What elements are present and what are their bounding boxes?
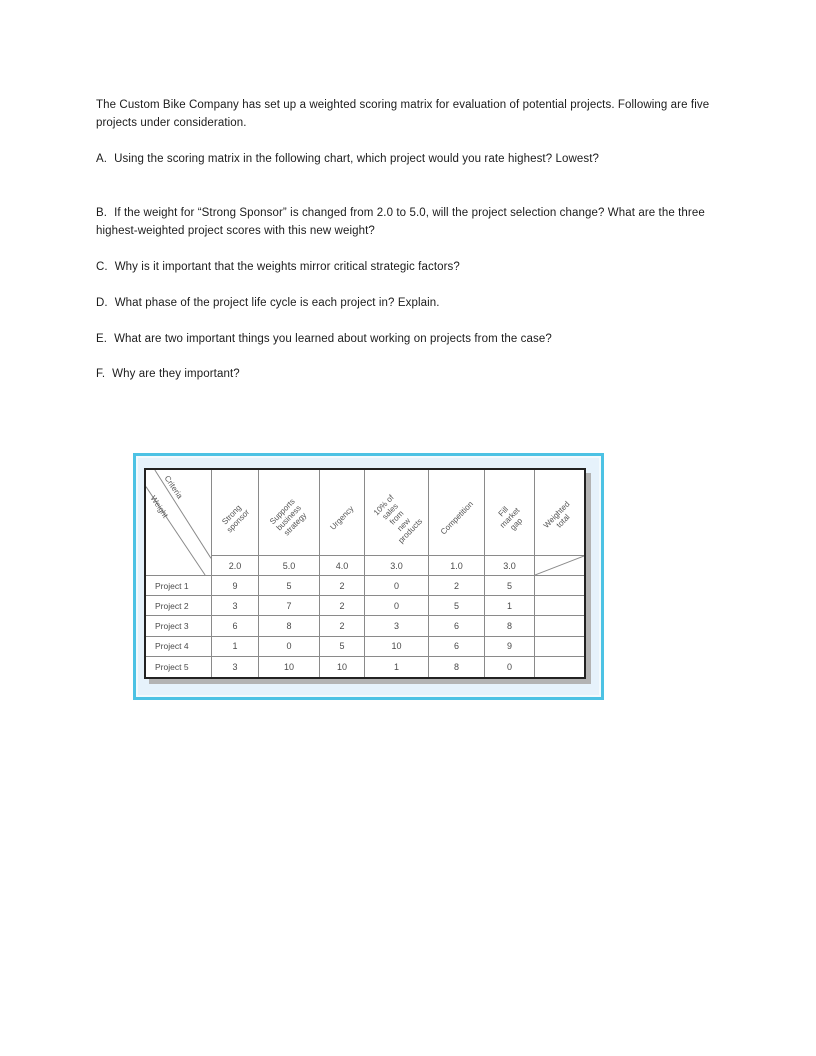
question-f-text: Why are they important? — [112, 368, 240, 380]
column-header-10pct-sales-new-products — [365, 470, 429, 556]
weight-cell — [212, 556, 259, 576]
column-header-label: 10% of sales from new products — [371, 493, 424, 546]
weight-value: 5.0 — [282, 560, 296, 571]
question-c — [96, 258, 728, 276]
score-cell: 10 — [259, 657, 320, 677]
score-cell: 5 — [485, 576, 535, 596]
column-header-supports-business-strategy — [259, 470, 320, 556]
score-cell: 9 — [212, 576, 259, 596]
score-cell: 0 — [365, 596, 429, 616]
corner-weight-label: Weight — [148, 494, 170, 520]
score-cell: 5 — [429, 596, 485, 616]
weight-cell — [259, 556, 320, 576]
row-label: Project 2 — [146, 596, 212, 616]
column-header-fill-market-gap — [485, 470, 535, 556]
weight-cell — [365, 556, 429, 576]
column-header-competition — [429, 470, 485, 556]
question-a-text: Using the scoring matrix in the following chart, which project would you rate highest? Lowest? — [114, 153, 600, 165]
intro-paragraph: The Custom Bike Company has set up a weighted scoring matrix for evaluation of potential projects. Following are five projects under consideration. — [96, 99, 710, 129]
score-cell: 8 — [485, 616, 535, 636]
question-d-label: D. — [96, 297, 108, 309]
weight-value: 3.0 — [390, 560, 403, 571]
scoring-matrix-table — [144, 468, 586, 679]
weighted-total-cell — [535, 616, 584, 636]
question-f — [96, 365, 728, 383]
question-f-label: F. — [96, 368, 106, 380]
question-b — [96, 204, 728, 240]
corner-cell — [146, 470, 212, 576]
question-c-label: C. — [96, 261, 108, 273]
score-cell: 1 — [212, 637, 259, 657]
score-cell: 6 — [429, 637, 485, 657]
score-cell: 2 — [429, 576, 485, 596]
row-label: Project 3 — [146, 616, 212, 636]
score-cell: 3 — [212, 596, 259, 616]
score-cell: 5 — [320, 637, 365, 657]
score-cell: 8 — [259, 616, 320, 636]
column-header-urgency — [320, 470, 365, 556]
score-cell: 0 — [259, 637, 320, 657]
weighted-total-cell — [535, 596, 584, 616]
question-c-text: Why is it important that the weights mirror critical strategic factors? — [114, 261, 460, 273]
weight-value: 3.0 — [503, 560, 516, 571]
question-d — [96, 294, 728, 312]
score-cell: 0 — [485, 657, 535, 677]
corner-criteria-label: Criteria — [162, 474, 185, 501]
weight-value: 1.0 — [450, 560, 463, 571]
question-d-text: What phase of the project life cycle is each project in? Explain. — [114, 297, 440, 309]
score-cell: 2 — [320, 576, 365, 596]
column-header-label: Supports business strategy — [267, 497, 309, 539]
question-b-label: B. — [96, 207, 108, 219]
column-header-strong-sponsor — [212, 470, 259, 556]
score-cell: 1 — [485, 596, 535, 616]
score-cell: 9 — [485, 637, 535, 657]
question-e-label: E. — [96, 333, 108, 345]
weight-cell — [429, 556, 485, 576]
score-cell: 2 — [320, 596, 365, 616]
question-e — [96, 330, 728, 348]
row-label: Project 1 — [146, 576, 212, 596]
weight-value: 4.0 — [335, 560, 349, 571]
column-header-label: Urgency — [328, 504, 356, 533]
weight-cell — [485, 556, 535, 576]
row-label: Project 5 — [146, 657, 212, 677]
column-header-weighted-total — [535, 470, 584, 556]
score-cell: 0 — [365, 576, 429, 596]
score-cell: 10 — [365, 637, 429, 657]
weight-value: 2.0 — [228, 560, 242, 571]
question-e-text: What are two important things you learned about working on projects from the case? — [114, 333, 552, 345]
weighted-total-cell — [535, 657, 584, 677]
score-cell: 6 — [429, 616, 485, 636]
weighted-total-slash-cell — [535, 556, 584, 576]
score-cell: 5 — [259, 576, 320, 596]
weighted-total-cell — [535, 637, 584, 657]
weight-cell — [320, 556, 365, 576]
score-cell: 6 — [212, 616, 259, 636]
column-header-label: Competition — [438, 499, 475, 537]
score-cell: 3 — [365, 616, 429, 636]
score-cell: 1 — [365, 657, 429, 677]
weighted-total-cell — [535, 576, 584, 596]
column-header-label: Fill market gap — [496, 505, 524, 533]
column-header-label: Weighted total — [541, 499, 572, 531]
question-b-text: If the weight for “Strong Sponsor” is changed from 2.0 to 5.0, will the project selection change? What are the three highest-weighted project scores with this new weight? — [96, 207, 705, 237]
question-a-label: A. — [96, 153, 108, 165]
slash-line — [535, 556, 584, 575]
score-cell: 10 — [320, 657, 365, 677]
scoring-matrix-figure — [133, 453, 604, 700]
question-a — [96, 150, 728, 168]
score-cell: 7 — [259, 596, 320, 616]
score-cell: 8 — [429, 657, 485, 677]
row-label: Project 4 — [146, 637, 212, 657]
column-header-label: Strong sponsor — [220, 503, 252, 535]
score-cell: 3 — [212, 657, 259, 677]
score-cell: 2 — [320, 616, 365, 636]
